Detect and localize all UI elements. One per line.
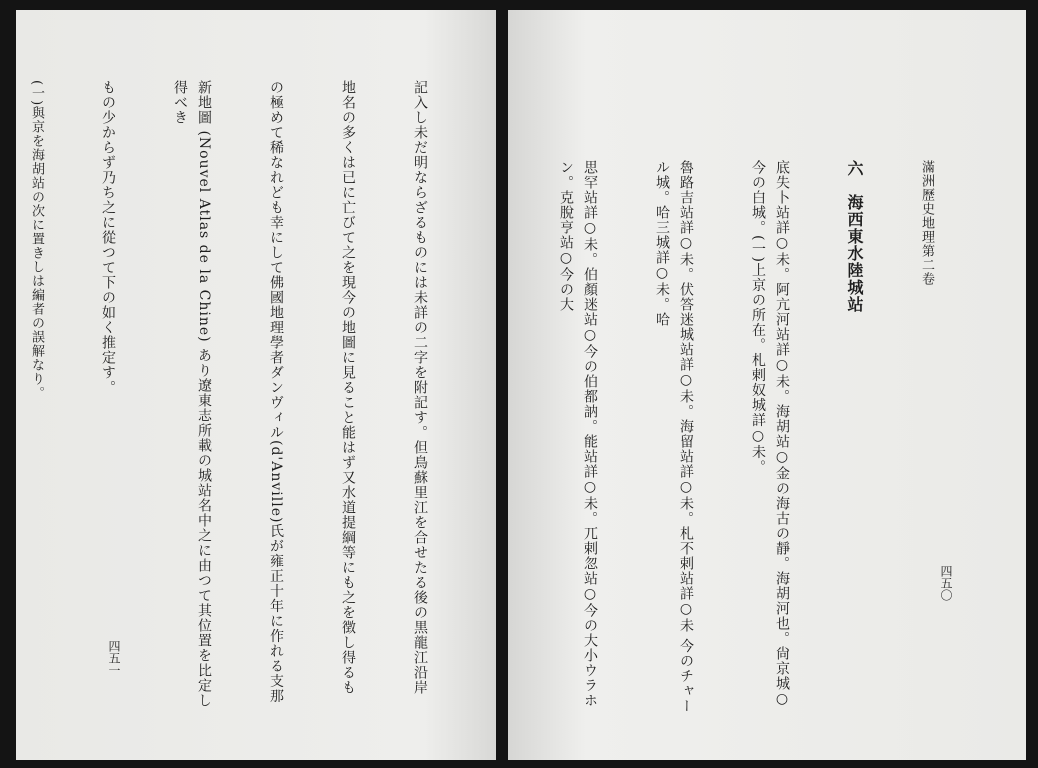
left-page-body [29, 80, 480, 720]
right-page [508, 10, 1026, 760]
text-line: もの少からず乃ち之に從つて下の如く推定す。 [100, 80, 116, 395]
text-line: の極めて稀なれども幸にして佛國地理學者ダンヴィル(d'Anville)氏が雍正十年に作れる支那 [268, 80, 284, 704]
page-number: 四五〇 [939, 565, 953, 601]
running-head: 滿洲歷史地理第二卷 [919, 160, 934, 286]
text-line: 地名の多くは已に亡びて之を現今の地圖に見ること能はず又水道提綱等にも之を徴し得るも [340, 80, 356, 695]
section-heading: 六 海西東水陸城站 [845, 160, 864, 313]
text-line: 底失卜站詳○未。阿亢河站詳○未。海胡站○金の海古の靜。海胡河也。尙京城○今の白城。(一)上京の所在。札剌奴城詳○未。 [750, 160, 790, 708]
text-line: 魯路吉站詳○未。伏答迷城站詳○未。海留站詳○未。札不剌站詳○未 今のチャール城。哈三城詳○未。哈 [654, 160, 694, 714]
right-page-body [526, 160, 986, 720]
page-number: 四五一 [107, 640, 121, 676]
text-line: 思罕站詳○未。伯顏迷站○今の伯都訥。能站詳○未。兀剌忽站○今の大小ウラホン。克脫亨站○今の大 [558, 160, 598, 708]
footnote-line: (一)與京を海胡站の次に置きしは編者の誤解なり。 [29, 80, 44, 401]
left-page [16, 10, 496, 760]
text-line: 新地圖 (Nouvel Atlas de la Chine) あり遼東志所載の城站名中之に由つて其位置を比定し得べき [172, 80, 212, 709]
text-line: 記入し未だ明ならざるものには未詳の二字を附記す。但鳥蘇里江を合せたる後の黒龍江沿岸 [412, 80, 428, 695]
